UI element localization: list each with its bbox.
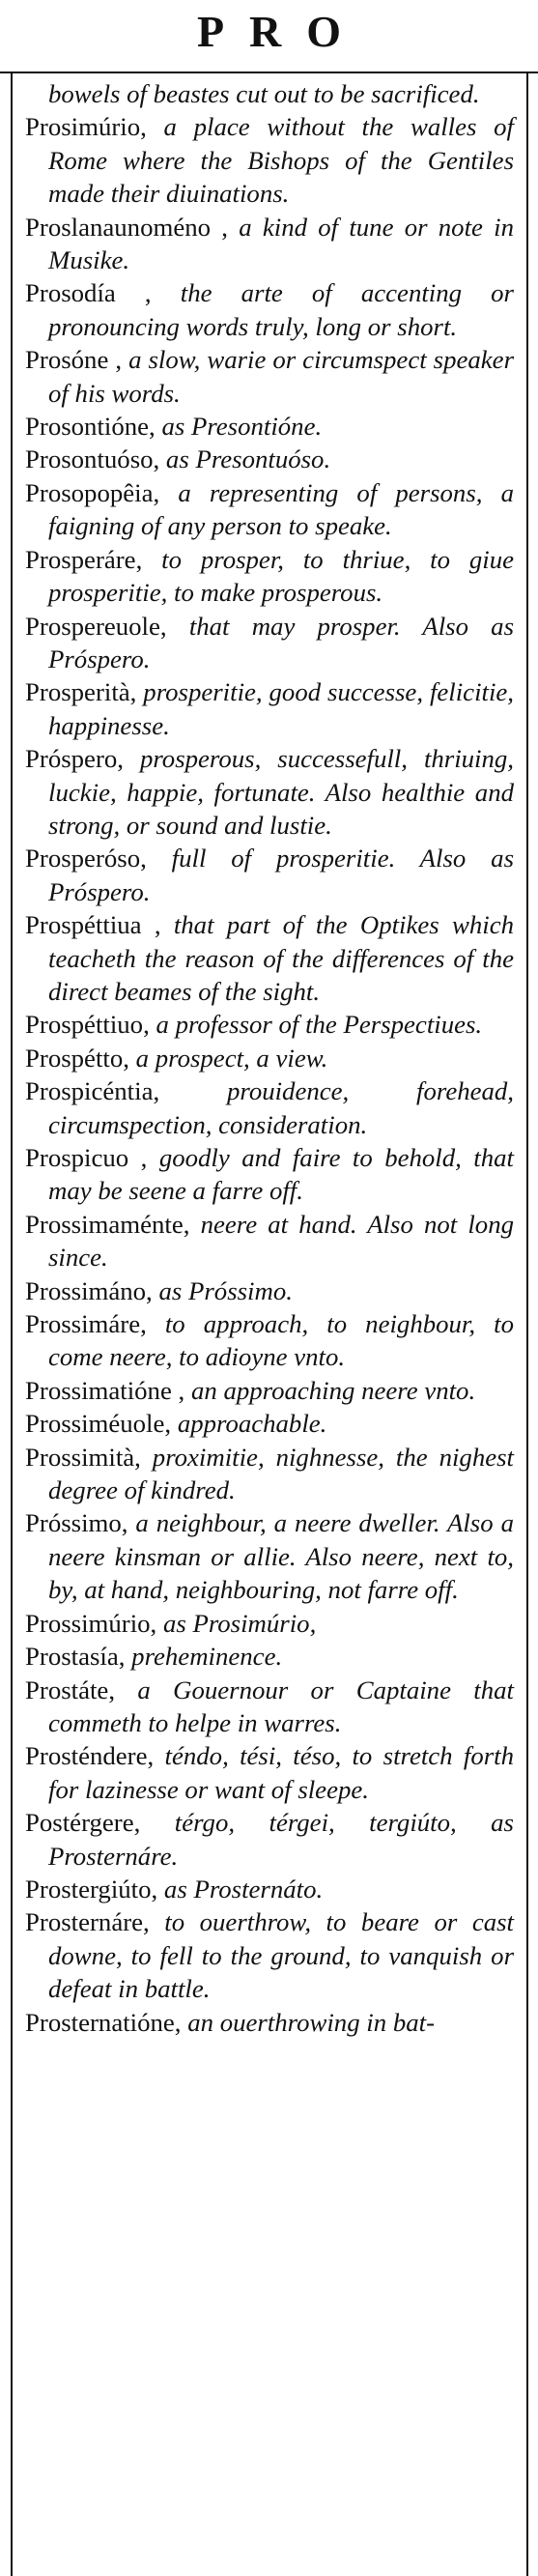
entry-definition: a Gouernour or Captaine that commeth to helpe in warres.: [48, 1674, 514, 1737]
dictionary-column: [0, 77, 538, 2573]
entry-headword: Prossimità,: [25, 1442, 141, 1472]
entry-definition: full of prosperitie. Also as Próspero.: [48, 844, 514, 906]
entry-definition: prosperitie, good successe, felicitie, happinesse.: [48, 677, 514, 740]
entry-definition: térgo, térgei, tergiúto, as Prosternáre.: [48, 1808, 514, 1871]
entry-headword: Prospereuole,: [25, 611, 167, 641]
entry-definition: to prosper, to thriue, to giue prosperitie, to make prosperous.: [48, 544, 514, 608]
entry-headword: Prospicéntia,: [25, 1076, 160, 1106]
entry-headword: Prosopopêia,: [25, 477, 160, 507]
dictionary-entry: [25, 675, 514, 742]
dictionary-entry: [25, 276, 514, 343]
dictionary-entry: [25, 1674, 514, 1740]
entry-headword: Prosontuóso,: [25, 444, 160, 474]
dictionary-entry: [25, 1074, 514, 1141]
entry-headword: Prospicuo ,: [25, 1143, 148, 1172]
entry-definition: as Prosternáto.: [163, 1874, 324, 1903]
entry-definition: proximitie, nighnesse, the nighest degree of kindred.: [48, 1442, 514, 1505]
entry-definition: as Presontuóso.: [165, 444, 331, 474]
entry-definition: to approach, to neighbour, to come neere, to adioyne vnto.: [48, 1309, 514, 1372]
dictionary-entry: [25, 610, 514, 676]
entry-definition: preheminence.: [131, 1642, 283, 1672]
entry-definition: a kind of tune or note in Musike.: [48, 212, 515, 275]
dictionary-entry: [25, 1739, 514, 1806]
entry-list: [25, 77, 514, 2039]
running-head: PRO: [196, 7, 367, 56]
entry-headword: Prossimaménte,: [25, 1209, 190, 1239]
header-rule: [0, 72, 538, 73]
entry-definition: a slow, warie or circumspect speaker of his words.: [48, 345, 514, 408]
entry-headword: Prosodía ,: [25, 278, 152, 308]
page-header: [0, 0, 538, 72]
entry-headword: Prosternatióne,: [25, 2007, 182, 2037]
entry-definition: prosperous, successefull, thriuing, luckie, happie, fortunate. Also healthie and strong, or sound and lustie.: [48, 744, 514, 840]
entry-definition: neere at hand. Also not long since.: [48, 1209, 515, 1273]
dictionary-entry: [25, 476, 514, 543]
dictionary-entry: [25, 1374, 514, 1407]
dictionary-entry: [25, 1607, 514, 1640]
entry-definition: téndo, tési, téso, to stretch forth for lazinesse or want of sleepe.: [48, 1741, 515, 1804]
entry-definition: the arte of accenting or pronouncing words truly, long or short.: [48, 278, 514, 341]
entry-headword: Prospétto,: [25, 1043, 129, 1073]
dictionary-entry: [25, 77, 514, 110]
dictionary-entry: [25, 842, 514, 908]
entry-headword: Prosimúrio,: [25, 112, 147, 142]
entry-definition: goodly and faire to behold, that may be seene a farre off.: [48, 1143, 514, 1206]
dictionary-entry: [25, 2006, 514, 2039]
dictionary-entry: [25, 1042, 514, 1074]
dictionary-entry: [25, 1141, 514, 1208]
entry-headword: Prosóne ,: [25, 345, 123, 375]
dictionary-entry: [25, 1806, 514, 1873]
dictionary-entry: [25, 1307, 514, 1374]
entry-definition: an approaching neere vnto.: [190, 1375, 476, 1405]
entry-headword: Prostáte,: [25, 1674, 116, 1704]
entry-headword: Prostergiúto,: [25, 1874, 158, 1903]
dictionary-entry: [25, 908, 514, 1008]
entry-headword: Prosperóso,: [25, 844, 147, 873]
entry-definition: a place without the walles of Rome where the Bishops of the Gentiles made their diuinations.: [48, 112, 514, 209]
entry-headword: Postérgere,: [25, 1808, 141, 1838]
entry-definition: prouidence, forehead, circumspection, consideration.: [48, 1076, 514, 1139]
dictionary-entry: [25, 1008, 514, 1041]
dictionary-entry: [25, 110, 514, 210]
entry-headword: Prosperità,: [25, 677, 137, 707]
dictionary-entry: [25, 1208, 514, 1274]
dictionary-entry: [25, 1441, 514, 1507]
entry-headword: Prosternáre,: [25, 1907, 150, 1937]
entry-headword: Prosténdere,: [25, 1741, 155, 1771]
entry-headword: Próspero,: [25, 744, 124, 774]
entry-definition: as Presontióne.: [161, 412, 323, 442]
dictionary-entry: [25, 343, 514, 410]
entry-headword: Prossimúrio,: [25, 1608, 157, 1638]
entry-headword: Prostasía,: [25, 1642, 126, 1672]
dictionary-entry: [25, 1873, 514, 1905]
entry-definition: a prospect, a view.: [135, 1043, 328, 1073]
entry-definition: to ouerthrow, to beare or cast downe, to fell to the ground, to vanquish or defeat in battle.: [48, 1907, 514, 2004]
entry-headword: Proslanaunoméno ,: [25, 212, 228, 242]
entry-definition: that may prosper. Also as Próspero.: [48, 611, 514, 673]
entry-headword: Prosperáre,: [25, 544, 143, 574]
dictionary-entry: [25, 543, 514, 610]
entry-definition: that part of the Optikes which teacheth the reason of the differences of the direct beames of the sight.: [48, 910, 514, 1006]
entry-headword: Prospéttiuo,: [25, 1010, 150, 1040]
entry-headword: Próssimo,: [25, 1508, 128, 1538]
entry-headword: Prospéttiua ,: [25, 910, 161, 940]
entry-headword: Prossiméuole,: [25, 1409, 172, 1439]
entry-headword: Prossimatióne ,: [25, 1375, 185, 1405]
dictionary-entry: [25, 1506, 514, 1606]
dictionary-entry: [25, 410, 514, 443]
entry-definition: a representing of persons, a faigning of any person to speake.: [48, 477, 514, 541]
dictionary-entry: [25, 1640, 514, 1673]
entry-definition: bowels of beastes cut out to be sacrificed.: [48, 79, 480, 108]
entry-headword: Prossimáre,: [25, 1309, 147, 1339]
entry-headword: Prossimáno,: [25, 1275, 153, 1305]
dictionary-entry: [25, 443, 514, 475]
entry-definition: a professor of the Perspectiues.: [156, 1010, 483, 1040]
dictionary-entry: [25, 1905, 514, 2005]
dictionary-entry: [25, 211, 514, 277]
entry-definition: as Prosimúrio,: [162, 1608, 317, 1638]
dictionary-entry: [25, 1274, 514, 1307]
dictionary-entry: [25, 742, 514, 842]
dictionary-entry: [25, 1407, 514, 1440]
entry-definition: as Próssimo.: [158, 1275, 293, 1305]
entry-definition: an ouerthrowing in bat-: [187, 2007, 436, 2037]
entry-definition: approachable.: [177, 1409, 327, 1439]
entry-headword: Prosontióne,: [25, 412, 156, 442]
entry-definition: a neighbour, a neere dweller. Also a neere kinsman or allie. Also neere, next to, by, at hand, neighbouring, not farre off.: [48, 1508, 514, 1605]
